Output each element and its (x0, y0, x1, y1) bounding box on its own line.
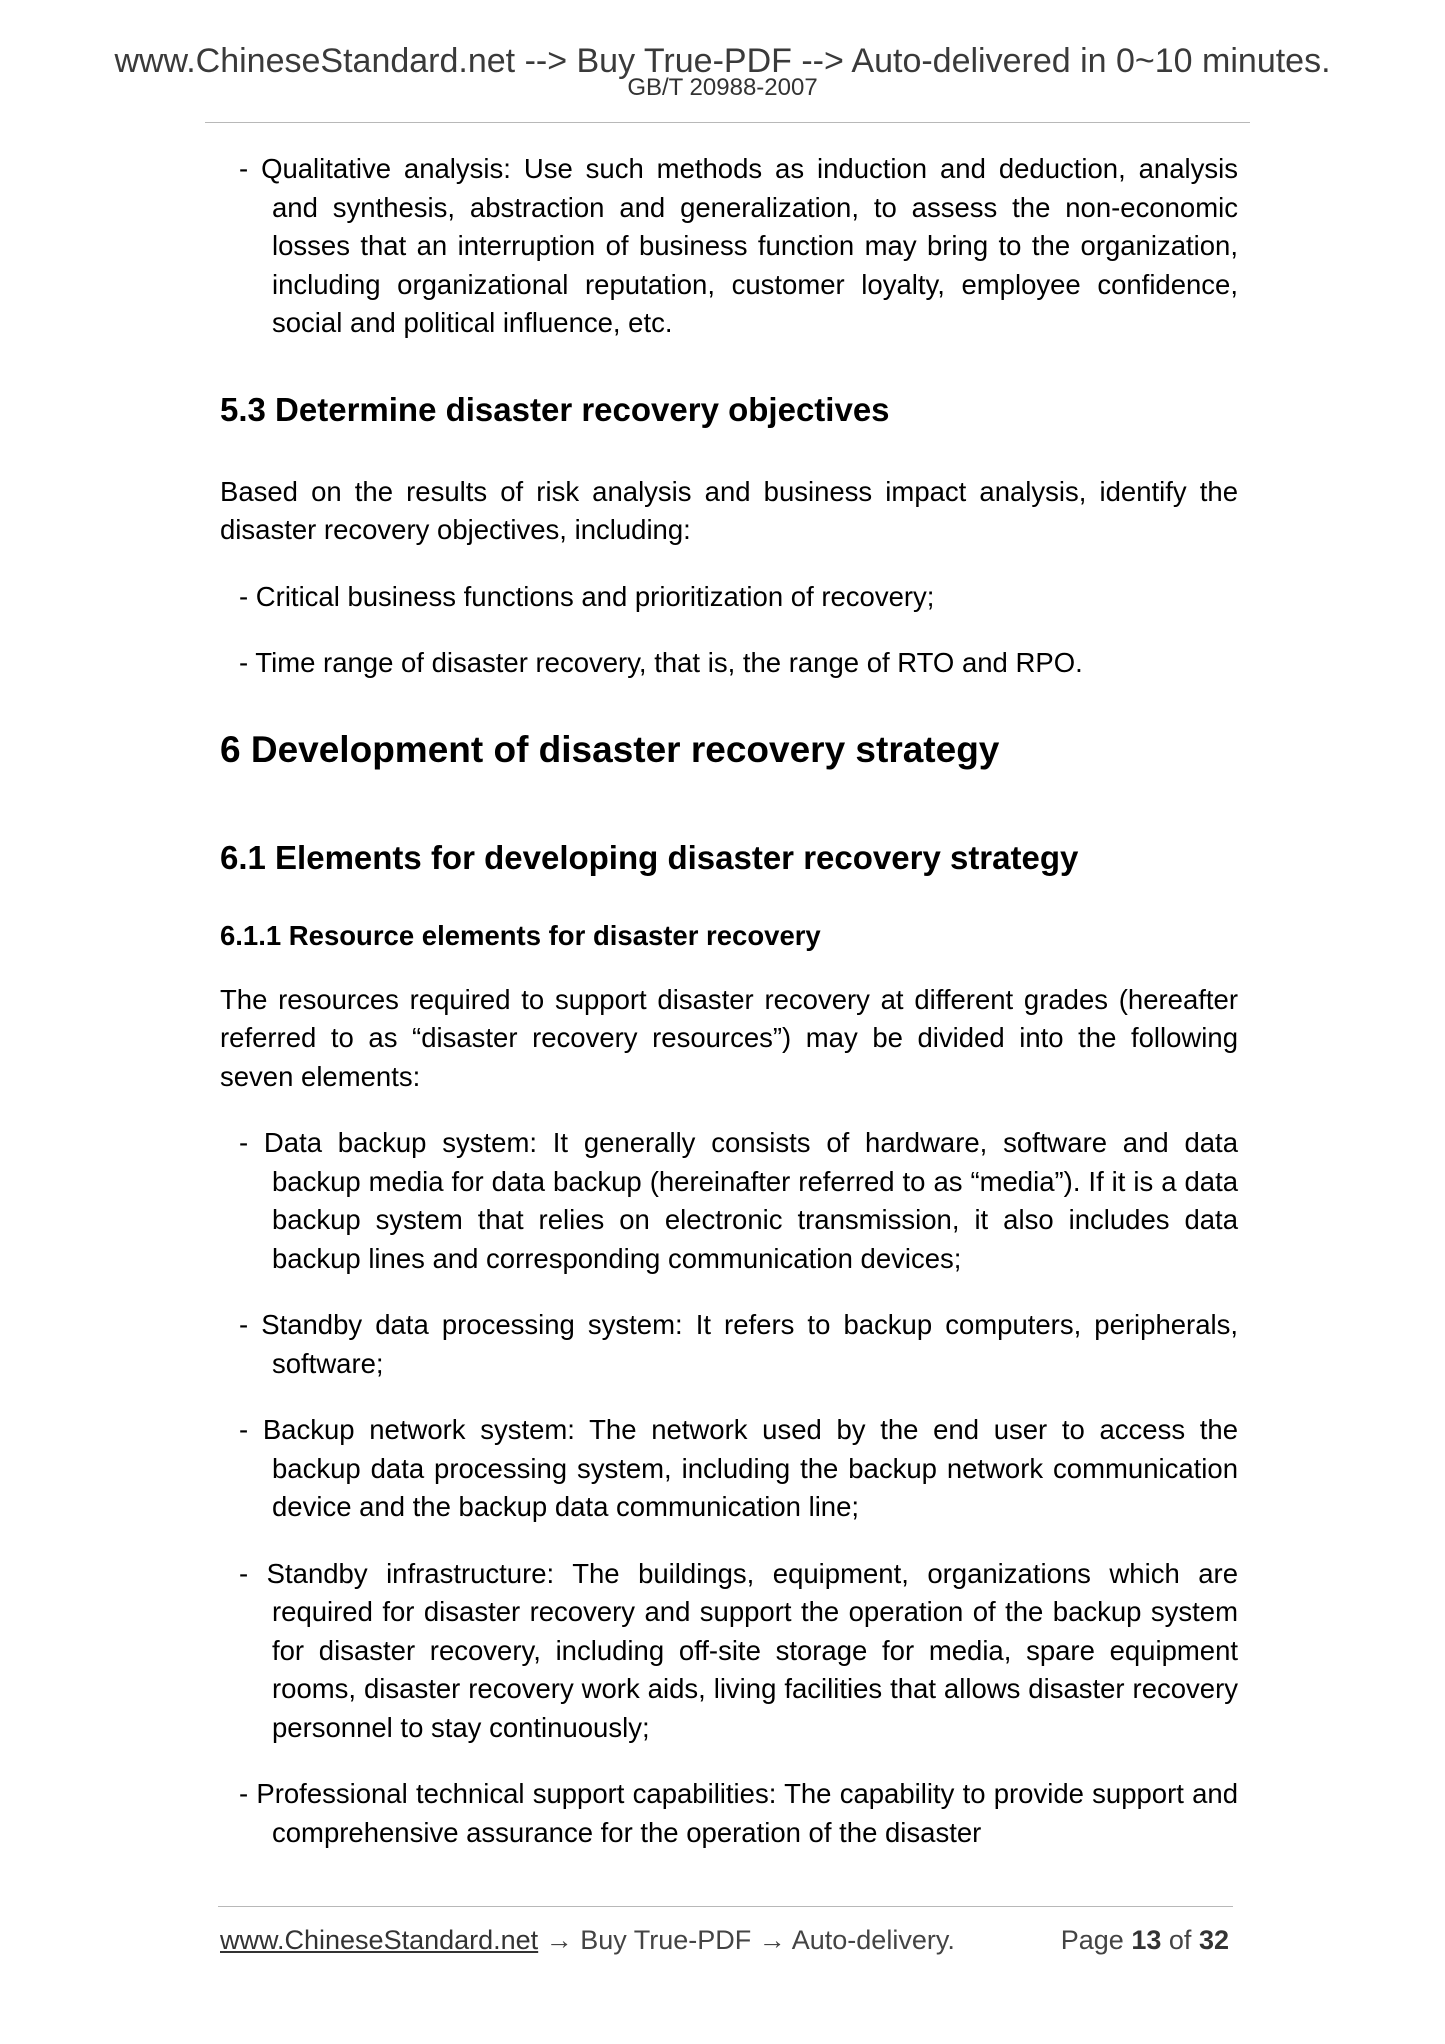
section-heading-5-3: 5.3 Determine disaster recovery objectives (220, 390, 890, 428)
list-item-standby-infrastructure: - Standby infrastructure: The buildings, equipment, organizations which are required for disaster recovery and support the operation of the backup system for disaster recovery, including off-site storage for media, spare equipment rooms, disaster recovery work aids, living facilities that allows disaster recovery personnel to stay continuously; (239, 1557, 1238, 1743)
paragraph-6-1-1: The resources required to support disaster recovery at different grades (hereafter referred to as “disaster recovery resources”) may be divided into the following seven elements: (220, 983, 1238, 1092)
list-item-qualitative-analysis: - Qualitative analysis: Use such methods as induction and deduction, analysis and synthesis, abstraction and generalization, to assess the non-economic losses that an interruption of business function may bring to the organization, including organizational reputation, customer loyalty, employee confidence, social and political influence, etc. (239, 153, 1238, 338)
header-banner: www.ChineseStandard.net --> Buy True-PDF --> Auto-delivered in 0~10 minutes. (114, 42, 1331, 80)
arrow-icon: → (545, 1925, 573, 1955)
total-pages: 32 (1198, 1925, 1229, 1955)
standard-code: GB/T 20988-2007 (627, 74, 818, 101)
page-label: Page (1060, 1925, 1124, 1955)
list-item-technical-support: - Professional technical support capabilities: The capability to provide support and comprehensive assurance for the operation of the disaster (239, 1778, 1238, 1848)
footer-divider (218, 1906, 1233, 1907)
list-item-backup-network: - Backup network system: The network used by the end user to access the backup data processing system, including the backup network communication device and the backup data communication line; (239, 1414, 1238, 1522)
list-item-critical-functions: - Critical business functions and prioritization of recovery; (239, 580, 935, 612)
arrow-icon: → (758, 1925, 786, 1955)
footer-left (220, 1925, 955, 1956)
delivery-text: Auto-delivery. (785, 1925, 955, 1955)
buy-text: Buy True-PDF (572, 1925, 759, 1955)
section-heading-6-1: 6.1 Elements for developing disaster recovery strategy (220, 838, 1079, 876)
list-item-time-range: - Time range of disaster recovery, that is, the range of RTO and RPO. (239, 647, 1083, 678)
site-link[interactable]: www.ChineseStandard.net (220, 1925, 539, 1955)
list-item-standby-data-processing: - Standby data processing system: It refers to backup computers, peripherals, software; (239, 1309, 1238, 1379)
document-body (220, 150, 1238, 1852)
header-divider (205, 122, 1250, 123)
section-heading-6-1-1: 6.1.1 Resource elements for disaster recovery (220, 919, 821, 951)
section-heading-6: 6 Development of disaster recovery strategy (220, 728, 1000, 770)
paragraph-5-3: Based on the results of risk analysis and business impact analysis, identify the disaster recovery objectives, including: (220, 475, 1238, 545)
of-label: of (1168, 1925, 1192, 1955)
page-number: 13 (1131, 1925, 1162, 1955)
list-item-data-backup-system: - Data backup system: It generally consists of hardware, software and data backup media for data backup (hereinafter referred to as “media”). If it is a data backup system that relies on electronic transmission, it also includes data backup lines and corresponding communication devices; (239, 1127, 1238, 1274)
page-counter (1061, 1925, 1229, 1956)
